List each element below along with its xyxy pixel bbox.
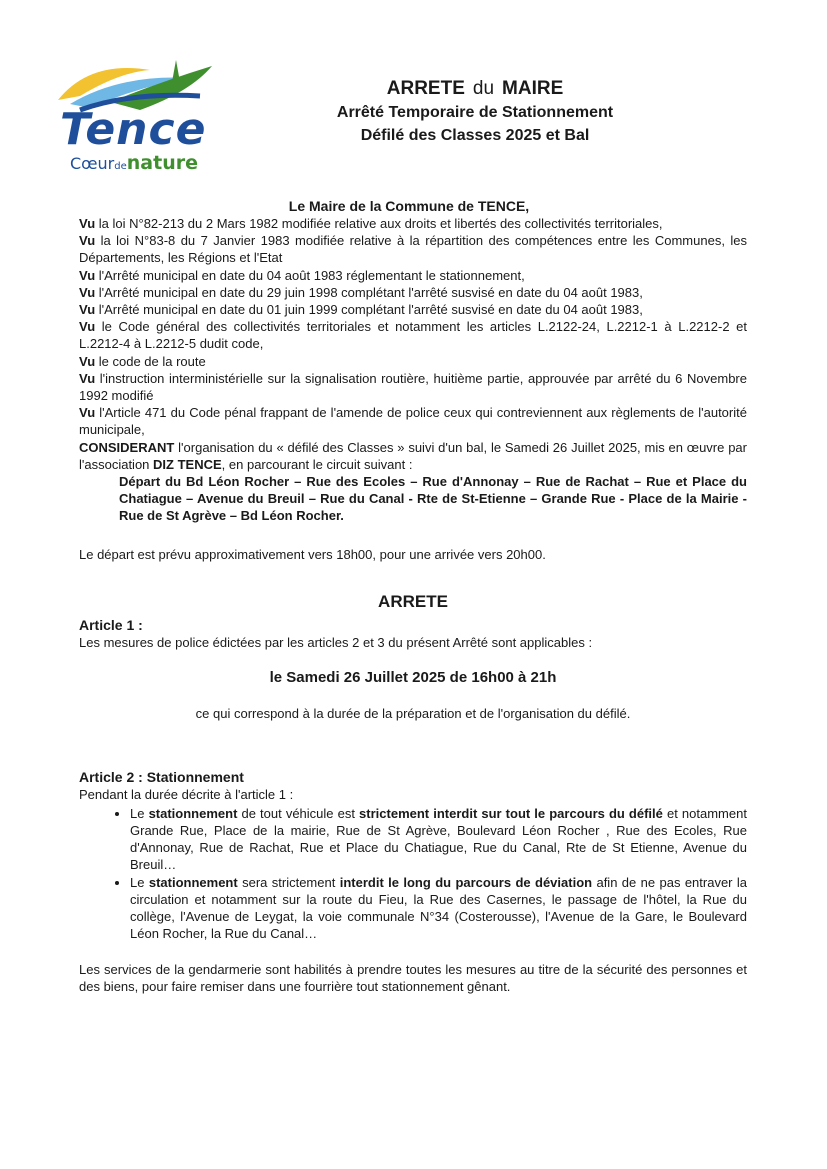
article-2-intro: Pendant la durée décrite à l'article 1 : (79, 786, 294, 802)
gendarmerie-text: Les services de la gendarmerie sont habilités à prendre toutes les mesures au titre de la sécurité des personnes et des biens, pour faire remiser dans une fourrière tout stationnement gênant. (79, 961, 747, 994)
list-item: • Le stationnement sera strictement interdit le long du parcours de déviation afin de ne pas entraver la circulation et notamment sur la route du Fieu, la Rue des Casernes, le passage de l'hôtel, la Rue du collège, l'Avenue de Leygat, la voie communale N°34 (Costerousse), l'Avenue de la Gare, le Boulevard Léon Rocher, la Rue du Canal… (130, 874, 747, 943)
vu-item: Vu l'instruction interministérielle sur la signalisation routière, huitième partie, approuvée par arrêté du 6 Novembre 1992 modifié (79, 370, 747, 404)
article-1-date: le Samedi 26 Juillet 2025 de 16h00 à 21h (269, 669, 557, 687)
vu-item: Vu l'Article 471 du Code pénal frappant de l'amende de police ceux qui contreviennent aux règlements de l'autorité municipale, (79, 405, 747, 438)
document-subtitle: Arrêté Temporaire de Stationnement (336, 104, 614, 121)
article-2-list (79, 805, 747, 943)
vu-item: Vu le code de la route (79, 353, 206, 369)
arrete-heading: ARRETE (378, 591, 448, 611)
vu-item: Vu l'Arrêté municipal en date du 04 août 1983 réglementant le stationnement, (79, 267, 525, 283)
considerant: CONSIDERANT l'organisation du « défilé des Classes » suivi d'un bal, le Samedi 26 Juillet 2025, mis en œuvre par l'association DIZ TENCE, en parcourant le circuit suivant : (79, 439, 747, 472)
tence-logo (50, 52, 220, 182)
vu-item: Vu l'Arrêté municipal en date du 01 juin 1999 complétant l'arrêté susvisé en date du 04 août 1983, (79, 302, 643, 318)
depart-text: Le départ est prévu approximativement vers 18h00, pour une arrivée vers 20h00. (79, 546, 546, 562)
article-1-correspond: ce qui correspond à la durée de la préparation et de l'organisation du défilé. (195, 706, 631, 722)
vu-item: Vu la loi N°83-8 du 7 Janvier 1983 modifiée relative à la répartition des compétences entre les Communes, les Départements, les Régions et l'Etat (79, 233, 747, 266)
logo-tagline: Cœurdenature (70, 152, 198, 174)
article-2-title: Article 2 : Stationnement (79, 768, 244, 785)
vu-item: Vu le Code général des collectivités territoriales et notamment les articles L.2122-24, L.2212-1 à L.2212-2 et L.2212-4 à L.2212-5 dudit code, (79, 319, 747, 352)
list-item: • Le stationnement de tout véhicule est strictement interdit sur tout le parcours du défilé et notamment Grande Rue, Place de la mairie, Rue de St Agrève, Boulevard Léon Rocher , Rue des Ecoles, Rue d'Annonay, Rue de Rachat, Rue et Place du Chatiague, Rue du Canal, Rte de St Etienne, Avenue du Breuil… (130, 805, 747, 874)
logo-wordmark: Tence (60, 104, 207, 155)
circuit-route: Départ du Bd Léon Rocher – Rue des Ecoles – Rue d'Annonay – Rue de Rachat – Rue et Place du Chatiague – Avenue du Breuil – Rue du Canal - Rte de St-Etienne – Grande Rue - Place de la Mairie - Rue de St Agrève – Bd Léon Rocher. (119, 474, 747, 524)
vu-item: Vu la loi N°82-213 du 2 Mars 1982 modifiée relative aux droits et libertés des collectivités territoriales, (79, 216, 663, 231)
vu-item: Vu l'Arrêté municipal en date du 29 juin 1998 complétant l'arrêté susvisé en date du 04 août 1983, (79, 284, 643, 300)
document-body (79, 197, 747, 995)
document-subtitle-event: Défilé des Classes 2025 et Bal (360, 127, 590, 144)
maire-heading: Le Maire de la Commune de TENCE, (288, 198, 530, 214)
article-1-text: Les mesures de police édictées par les articles 2 et 3 du présent Arrêté sont applicables : (79, 635, 593, 651)
article-1-title: Article 1 : (79, 617, 143, 634)
document-title: ARRETE du MAIRE (386, 78, 564, 99)
